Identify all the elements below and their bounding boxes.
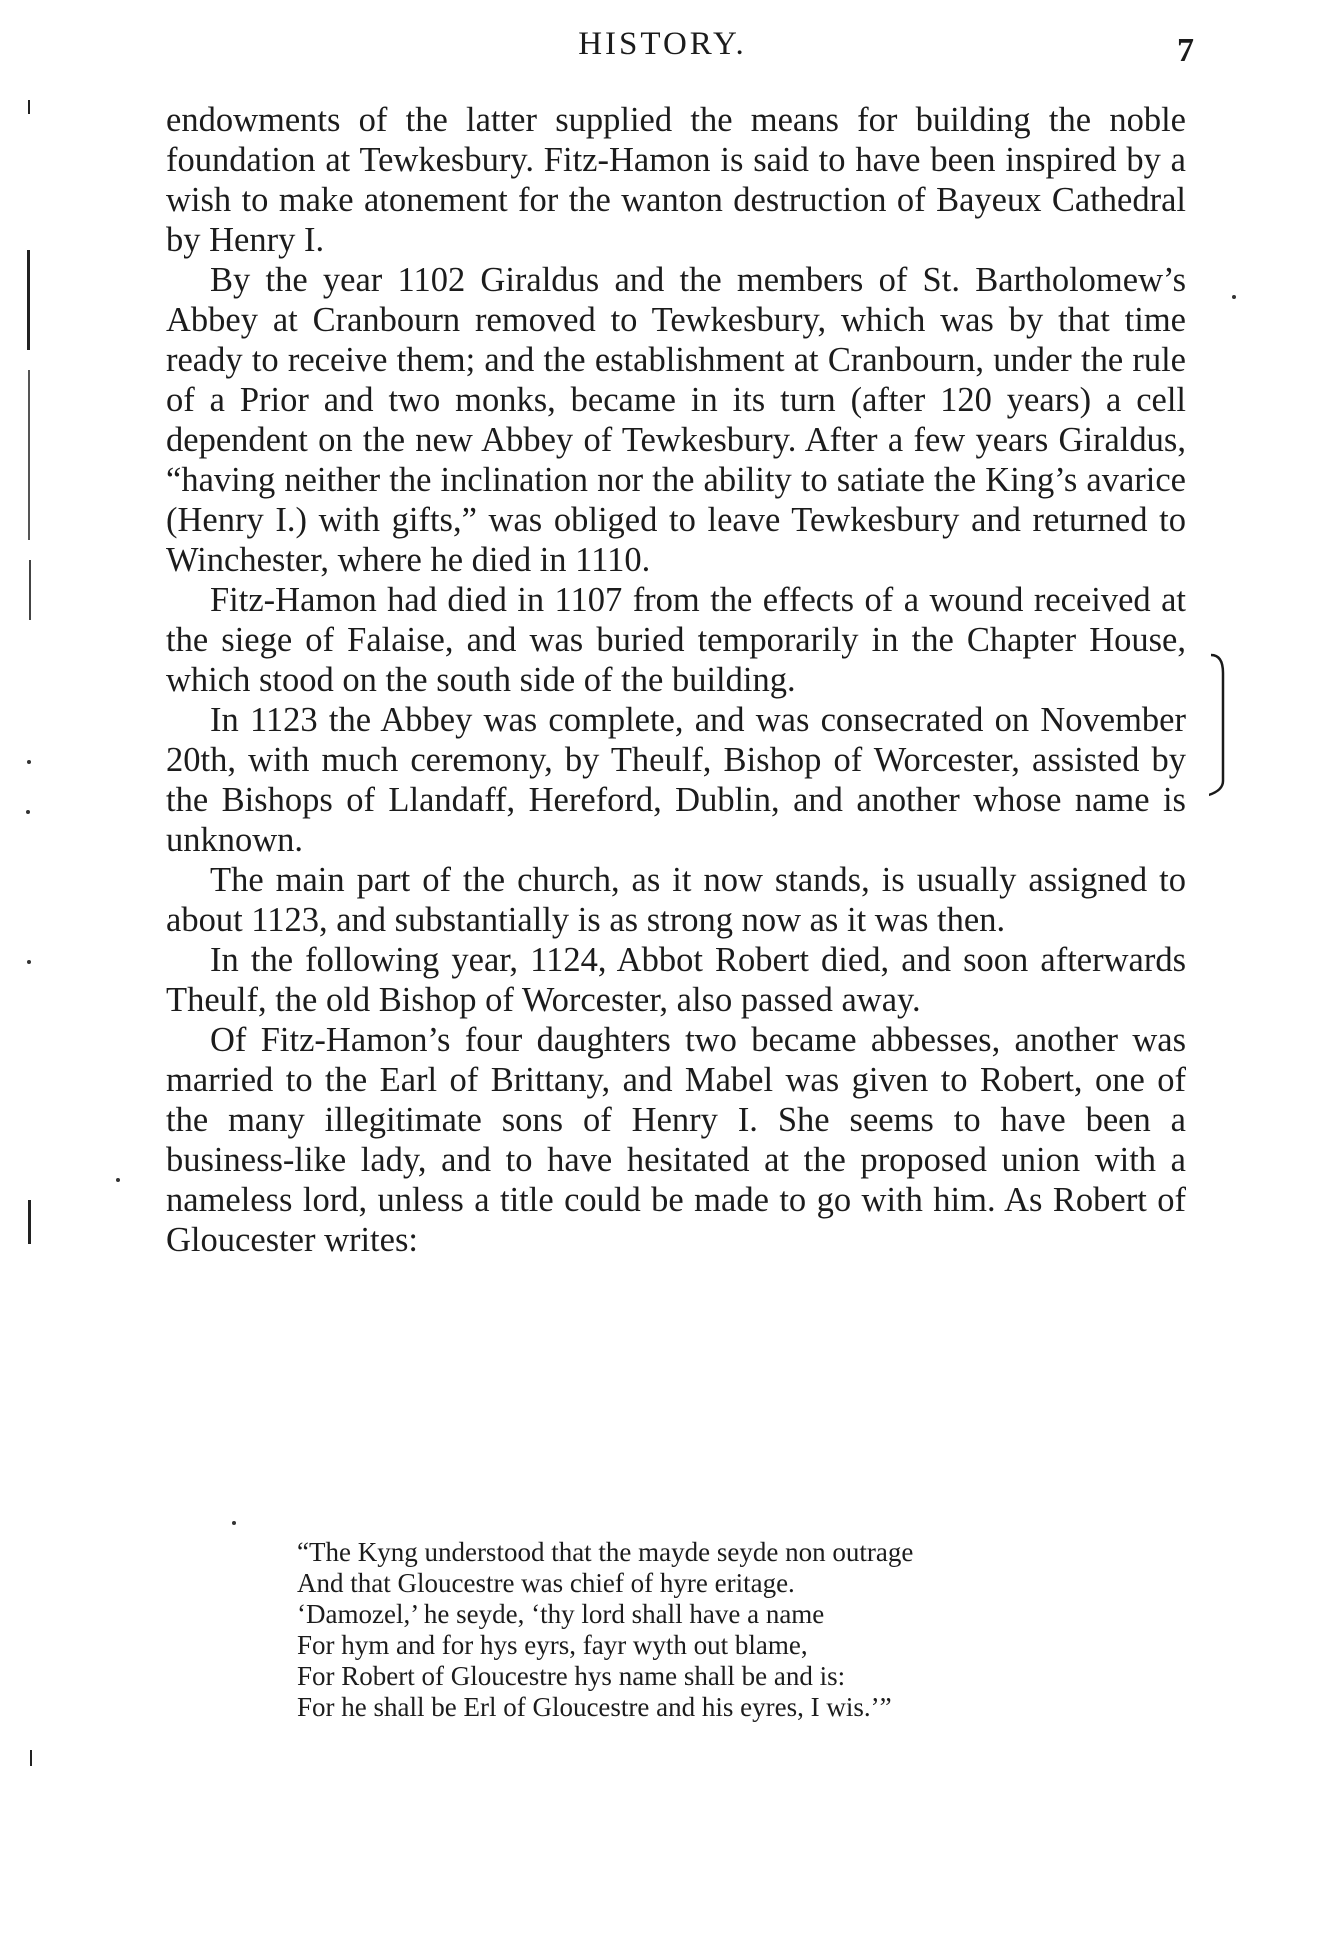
verse-line: For he shall be Erl of Gloucestre and his eyres, I wis.’”: [297, 1692, 892, 1722]
paragraph: The main part of the church, as it now stands, is usually assigned to about 1123, and substantially is as strong now as it was then.: [166, 861, 1186, 939]
paragraph: In the following year, 1124, Abbot Robert died, and soon afterwards Theulf, the old Bishop of Worcester, also passed away.: [166, 941, 1186, 1019]
verse-quotation: [297, 1537, 1157, 1723]
margin-speck: [27, 760, 31, 764]
margin-mark: [28, 1200, 31, 1244]
body-text: [166, 100, 1186, 1260]
page-number: 7: [1177, 32, 1194, 69]
verse-line: For Robert of Gloucestre hys name shall be and is:: [297, 1661, 846, 1691]
verse-line: For hym and for hys eyrs, fayr wyth out blame,: [297, 1630, 808, 1660]
margin-speck: [1232, 295, 1236, 299]
paragraph: Fitz-Hamon had died in 1107 from the effects of a wound received at the siege of Falaise, and was buried temporarily in the Chapter House, which stood on the south side of the building.: [166, 581, 1186, 699]
paragraph: By the year 1102 Giraldus and the members of St. Bartholomew’s Abbey at Cranbourn removed to Tewkesbury, which was by that time ready to receive them; and the establishment at Cranbourn, under the rule of a Prior and two monks, became in its turn (after 120 years) a cell dependent on the new Abbey of Tewkesbury. After a few years Giraldus, “having neither the inclination nor the ability to satiate the King’s avarice (Henry I.) with gifts,” was obliged to leave Tewkesbury and returned to Winchester, where he died in 1110.: [166, 261, 1186, 579]
margin-speck: [232, 1521, 236, 1525]
margin-mark: [29, 560, 31, 620]
verse-line: “The Kyng understood that the mayde seyde non outrage: [297, 1537, 914, 1567]
verse-line: ‘Damozel,’ he seyde, ‘thy lord shall have a name: [297, 1599, 825, 1629]
margin-speck: [116, 1178, 120, 1182]
paragraph: Of Fitz-Hamon’s four daughters two became abbesses, another was married to the Earl of Brittany, and Mabel was given to Robert, one of the many illegitimate sons of Henry I. She seems to have been a business-like lady, and to have hesitated at the proposed union with a nameless lord, unless a title could be made to go with him. As Robert of Gloucester writes:: [166, 1021, 1186, 1259]
handwritten-bracket: [1209, 653, 1229, 803]
margin-mark: [27, 250, 30, 350]
verse-line: And that Gloucestre was chief of hyre eritage.: [297, 1568, 795, 1598]
margin-speck: [27, 960, 31, 964]
page-title: HISTORY.: [578, 26, 747, 62]
running-head: [0, 22, 1325, 72]
margin-mark: [28, 100, 30, 114]
margin-speck: [26, 810, 30, 814]
paragraph: endowments of the latter supplied the means for building the noble foundation at Tewkesbury. Fitz-Hamon is said to have been inspired by a wish to make atonement for the wanton destruction of Bayeux Cathedral by Henry I.: [166, 101, 1186, 259]
margin-mark: [28, 370, 30, 540]
margin-mark: [30, 1750, 32, 1766]
paragraph: In 1123 the Abbey was complete, and was consecrated on November 20th, with much ceremony, by Theulf, Bishop of Worcester, assisted by the Bishops of Llandaff, Hereford, Dublin, and another whose name is unknown.: [166, 701, 1186, 859]
